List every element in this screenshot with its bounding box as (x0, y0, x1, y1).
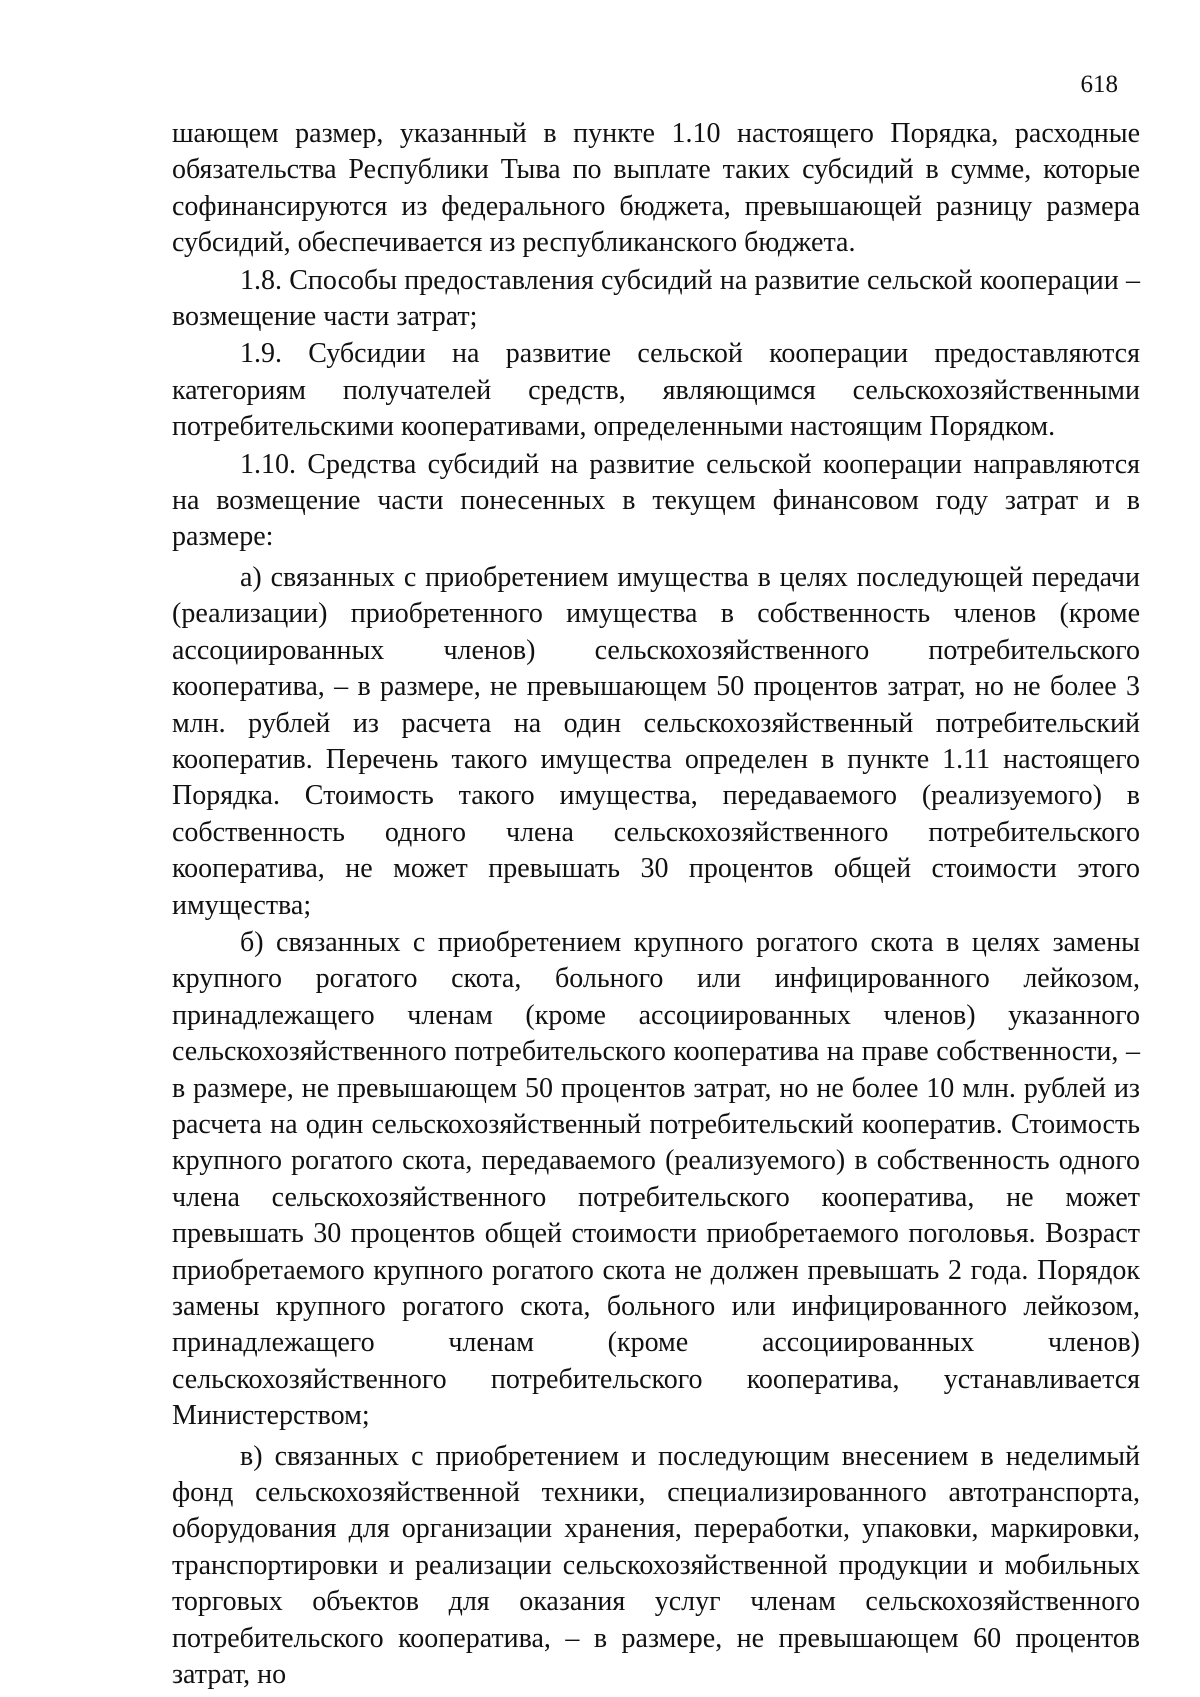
paragraph-item-v: в) связанных с приобретением и последующим внесением в неделимый фонд сельскохозяйственной техники, специализированного автотранспорта, оборудования для организации хранения, переработки, упаковки, маркировки, транспортировки и реализации сельскохозяйственной продукции и мобильных торговых объектов для оказания услуг членам сельскохозяйственного потребительского кооператива, – в размере, не превышающем 60 процентов затрат, но (172, 1440, 1140, 1691)
paragraph-1-10: 1.10. Средства субсидий на развитие сельской кооперации направляются на возмещение части понесенных в текущем финансовом году затрат и в размере: (172, 448, 1140, 553)
paragraph-item-a: а) связанных с приобретением имущества в целях последующей передачи (реализации) приобретенного имущества в собственность членов (кроме ассоциированных членов) сельскохозяйственного потребительского кооператива, – в размере, не превышающем 50 процентов затрат, но не более 3 млн. рублей из расчета на один сельскохозяйственный потребительский кооператив. Перечень такого имущества определен в пункте 1.11 настоящего Порядка. Стоимость такого имущества, передаваемого (реализуемого) в собственность одного члена сельскохозяйственного потребительского кооператива, не может превышать 30 процентов общей стоимости этого имущества; (172, 561, 1140, 921)
paragraph-1-8: 1.8. Способы предоставления субсидий на развитие сельской кооперации – возмещение части затрат; (172, 264, 1140, 333)
paragraph-item-b: б) связанных с приобретением крупного рогатого скота в целях замены крупного рогатого скота, больного или инфицированного лейкозом, принадлежащего членам (кроме ассоциированных членов) указанного сельскохозяйственного потребительского кооператива на праве собственности, – в размере, не превышающем 50 процентов затрат, но не более 10 млн. рублей из расчета на один сельскохозяйственный потребительский кооператив. Стоимость крупного рогатого скота, передаваемого (реализуемого) в собственность одного члена сельскохозяйственного потребительского кооператива, не может превышать 30 процентов общей стоимости приобретаемого поголовья. Возраст приобретаемого крупного рогатого скота не должен превышать 2 года. Порядок замены крупного рогатого скота, больного или инфицированного лейкозом, принадлежащего членам (кроме ассоциированных членов) сельскохозяйственного потребительского кооператива, устанавливается Министерством; (172, 926, 1140, 1432)
document-body (172, 116, 1140, 1693)
page-number: 618 (1080, 71, 1118, 98)
paragraph-continuation: шающем размер, указанный в пункте 1.10 настоящего Порядка, расходные обязательства Республики Тыва по выплате таких субсидий в сумме, которые софинансируются из федерального бюджета, превышающей разницу размера субсидий, обеспечивается из республиканского бюджета. (172, 118, 1140, 259)
paragraph-1-9: 1.9. Субсидии на развитие сельской кооперации предоставляются категориям получателей средств, являющимся сельскохозяйственными потребительскими кооперативами, определенными настоящим Порядком. (172, 338, 1140, 443)
